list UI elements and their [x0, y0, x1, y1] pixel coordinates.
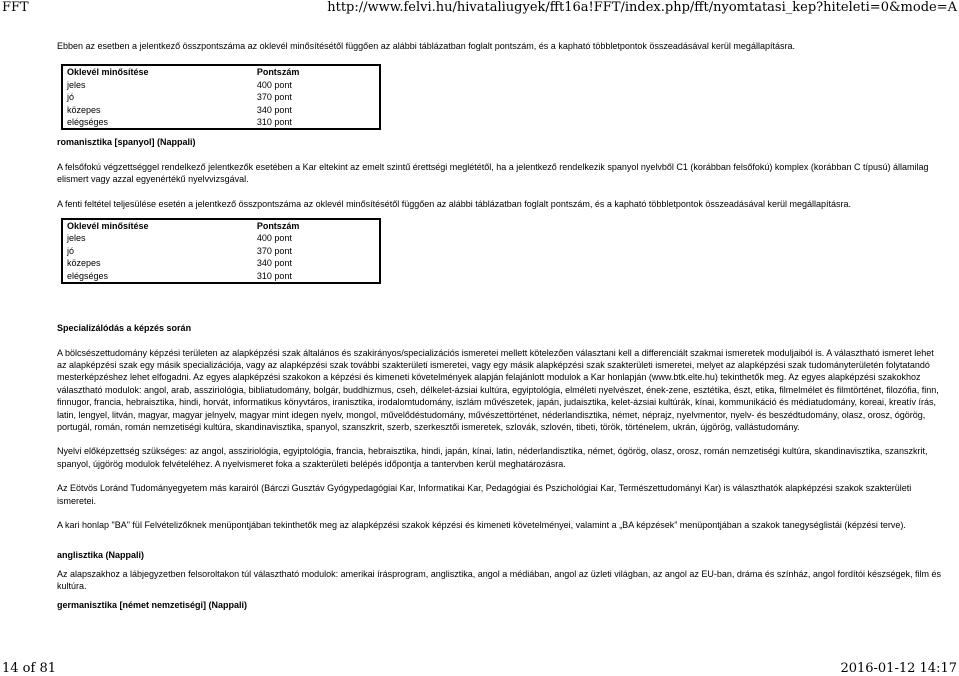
print-timestamp: 2016-01-12 14:17: [840, 661, 957, 676]
specialization-paragraph: A bölcsészettudomány képzési területen az alapképzési szak általános és szakirányos/specializációs ismeretei mellett kötelezően választani kell a differenciált szakmai ismeretek moduljaiból is. A választható ismeret lehet az alapképzési szak egy másik specializációja, vagy az alapképzési szak további szakterületi ismeretei, vagy egy másik alapképzési szak szakterületi ismeretei, melyet az alapképzési szak tudományterületén folytatandó mesterképzéshez lehet elfogadni. Az egyes alapképzési szakokon a képzési és kimeneti követelmények alapján felajánlott modulok a Kar honlapján (www.btk.elte.hu) tekinthetők meg. Az egyes alapképzési szakokhoz választható modulok: angol, arab, assziriológia, bibliatudomány, bolgár, buddhizmus, cseh, délkelet-ázsiai kultúra, egyiptológia, elméleti nyelvészet, ének-zene, esztétika, észt, etika, filmelmélet és filmtörténet, filozófia, finn, finnugor, francia, hebraisztika, hindi, horvát, informatikus könyvtáros, iranisztika, irodalomtudomány, iszlám művészetek, japán, judaisztika, kelet-ázsiai kultúrák, kínai, kommunikáció és médiatudomány, koreai, kreatív írás, latin, lengyel, litván, magyar, magyar jelnyelv, magyar mint idegen nyelv, mongol, művelődéstudomány, művészettörténet, néderlandisztika, német, néprajz, nyelvmentor, nyelv- és beszédtudomány, olasz, orosz, ógörög, portugál, román, román nemzetiségi kultúra, skandinavisztika, spanyol, szanszkrit, szerb, szerkesztői ismeretek, szlovák, szlovén, tibeti, török, történelem, ukrán, újgörög, vallástudomány.: [57, 347, 939, 432]
grade-points-table-2: [61, 218, 381, 284]
table-row: [62, 270, 380, 283]
points-cell: 340 pont: [256, 258, 292, 269]
table-header-points: Pontszám: [256, 67, 300, 78]
grade-cell: jó: [67, 245, 75, 256]
points-cell: 400 pont: [256, 233, 292, 244]
grade-cell: elégséges: [67, 117, 109, 128]
page-counter: 14 of 81: [2, 661, 56, 676]
table-header-points: Pontszám: [256, 221, 300, 232]
table-header-grade: Oklevél minősítése: [67, 221, 149, 232]
section-heading-germanisztika: germanisztika [német nemzetiségi] (Nappali): [57, 599, 248, 610]
c1-requirement-paragraph: A felsőfokú végzettséggel rendelkező jelentkezők esetében a Kar eltekint az emelt szintű érettségi meglététől, ha a jelentkező rendelkezik spanyol nyelvből C1 (korábban felsőfokú) komplex (korábban C típusú) államilag elismert vagy azzal egyenértékű nyelvvizsgával.: [57, 161, 929, 185]
points-cell: 400 pont: [256, 79, 292, 90]
grade-cell: jó: [67, 92, 75, 103]
section-heading-romanisztika: romanisztika [spanyol] (Nappali): [57, 137, 196, 148]
table-row: [62, 79, 380, 91]
grade-cell: jeles: [67, 79, 86, 90]
table-header-grade: Oklevél minősítése: [67, 67, 149, 78]
grade-cell: közepes: [67, 104, 101, 115]
grade-cell: közepes: [67, 258, 101, 269]
table-row: [62, 116, 380, 129]
table-row: [62, 104, 380, 116]
print-header-title: FFT: [2, 0, 29, 15]
table-row: [62, 257, 380, 269]
table-row: [62, 245, 380, 257]
grade-cell: elégséges: [67, 270, 109, 281]
section-heading-specializacio: Specializálódás a képzés során: [57, 323, 192, 334]
table-row: [62, 91, 380, 103]
intro-paragraph: Ebben az esetben a jelentkező összpontszáma az oklevél minősítésétől függően az alábbi táblázatban foglalt pontszám, és a kapható többletpontok összeadásával kerül megállapításra.: [57, 41, 795, 51]
website-paragraph: A kari honlap "BA" fül Felvételizőknek menüpontjában tekinthetők meg az alapképzési szakok képzési és kimeneti követelményei, valamint a „BA képzések” menüpontjában a szakok tanegységlistái (képzési terve).: [57, 519, 906, 530]
condition-paragraph: A fenti feltétel teljesülése esetén a jelentkező összpontszáma az oklevél minősítésétől függően az alábbi táblázatban foglalt pontszám, és a kapható többletpontok összeadásával kerül megállapításra.: [57, 198, 851, 209]
print-header-url[interactable]: http://www.felvi.hu/hivataliugyek/fft16a!FFT/index.php/fft/nyomtatasi_kep?hiteleti=0&mode=A: [327, 0, 957, 15]
points-cell: 310 pont: [256, 270, 292, 281]
points-cell: 370 pont: [256, 245, 292, 256]
language-prereq-paragraph: Nyelvi előképzettség szükséges: az angol, assziriológia, egyiptológia, francia, hebraisztika, hindi, japán, kínai, latin, néderlandisztika, német, ógörög, olasz, orosz, román nemzetiségi kultúra, skandinavisztika, szanszkrit, spanyol, újgörög modulok felvételéhez. A nyelvismeret foka a szakterületi belépés időpontja a tantervben kerül meghatározásra.: [57, 446, 928, 469]
grade-points-table-1: [61, 64, 381, 130]
table-row: [62, 232, 380, 244]
points-cell: 310 pont: [256, 117, 292, 128]
other-faculties-paragraph: Az Eötvös Loránd Tudományegyetem más karairól (Bárczi Gusztáv Gyógypedagógiai Kar, Informatikai Kar, Pedagógiai és Pszichológiai Kar, Természettudományi Kar) is választhatók alapképzési szakok szakterületi ismeretei.: [57, 483, 912, 506]
grade-cell: jeles: [67, 233, 86, 244]
points-cell: 340 pont: [256, 104, 292, 115]
points-cell: 370 pont: [256, 92, 292, 103]
document-body: [57, 40, 942, 611]
section-heading-anglisztika: anglisztika (Nappali): [57, 550, 145, 561]
anglisztika-paragraph: Az alapszakhoz a lábjegyzetben felsoroltakon túl választható modulok: amerikai írásprogram, anglisztika, angol a médiában, angol az üzleti világban, az angol az EU-ban, dráma és színház, angol fordítói készségek, film és kultúra.: [57, 568, 941, 592]
